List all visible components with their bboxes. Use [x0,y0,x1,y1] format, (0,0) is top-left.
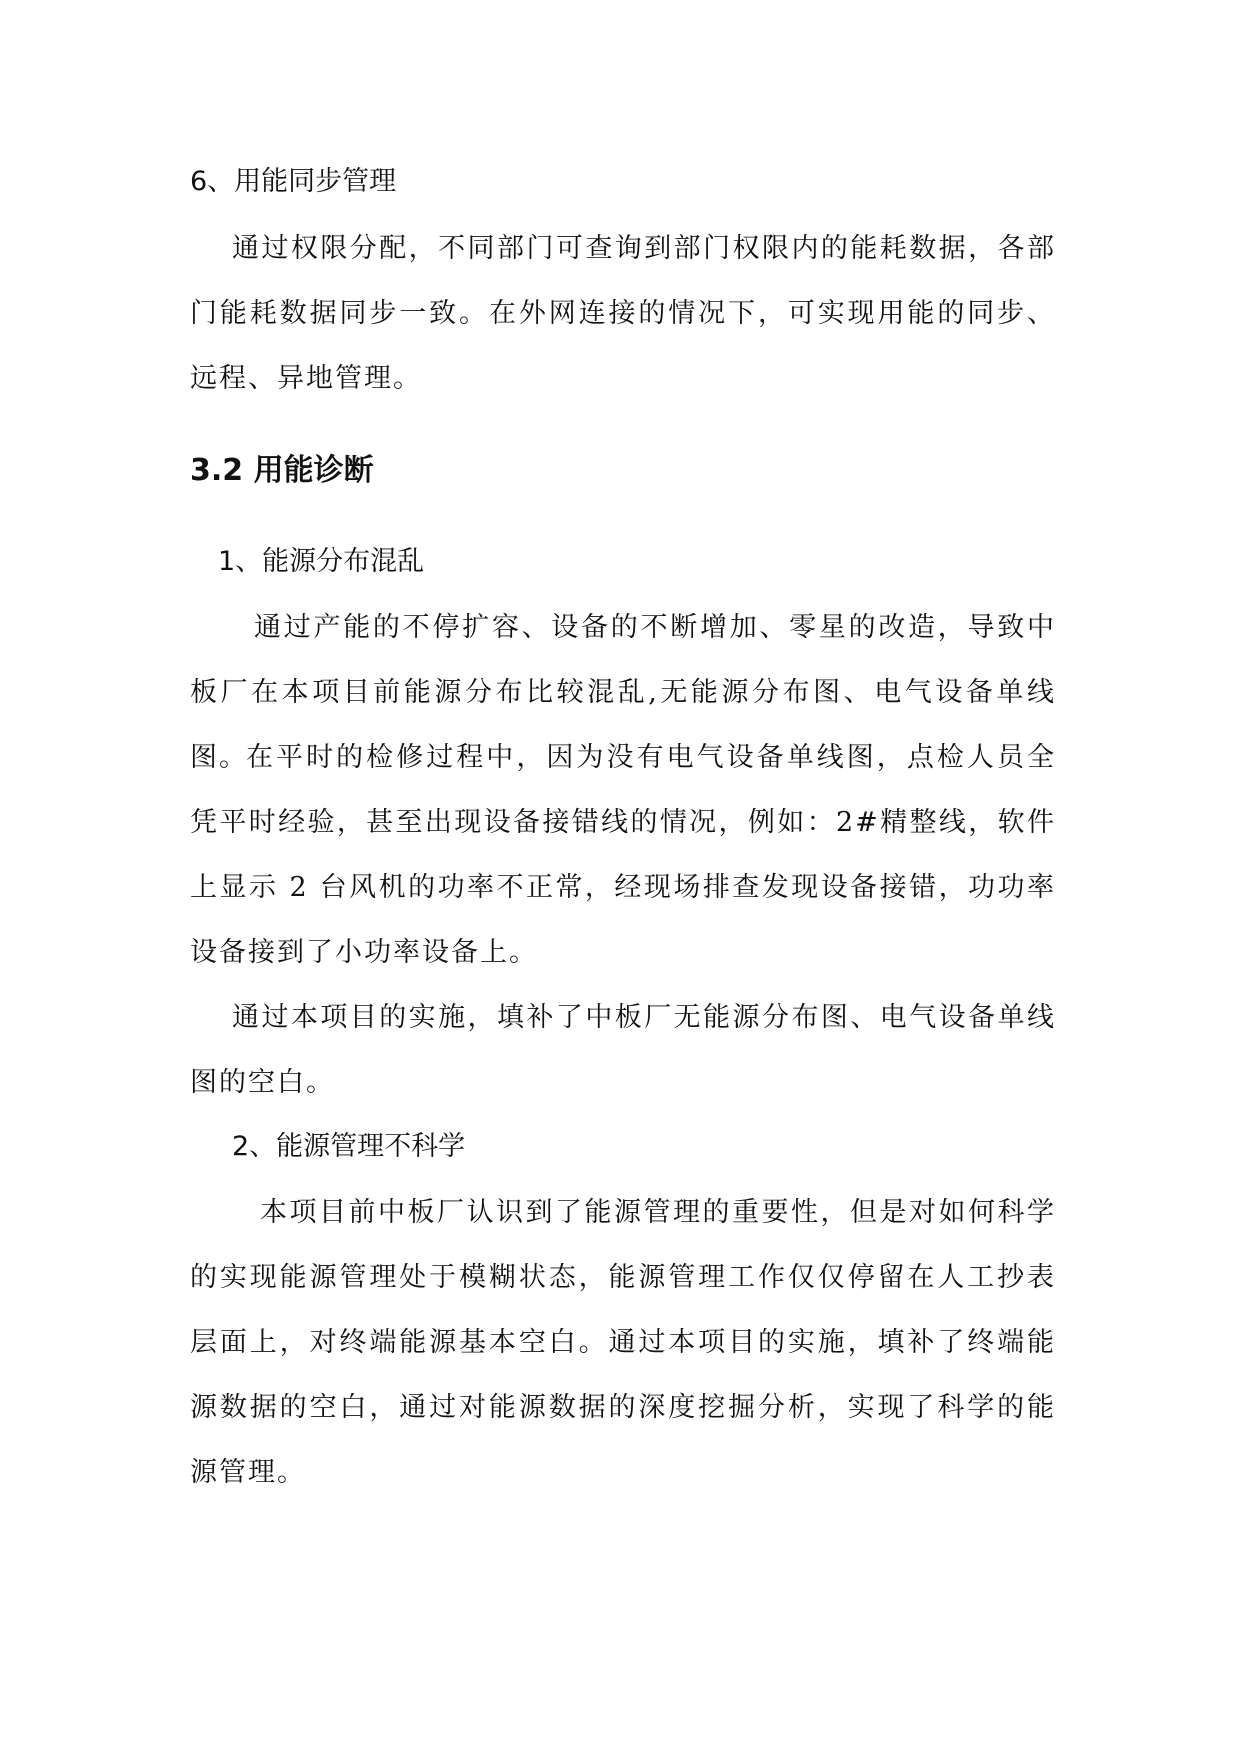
heading-energy-distribution-chaos: 1、能源分布混乱 [218,546,425,577]
paragraph-energy-sync: 通过权限分配，不同部门可查询到部门权限内的能耗数据，各部门能耗数据同步一致。在外网连接的情况下，可实现用能的同步、远程、异地管理。 [190,233,1056,394]
section-title-energy-diagnosis: 3.2 用能诊断 [190,453,374,488]
paragraph-distribution-3: 通过本项目的实施，填补了中板厂无能源分布图、电气设备单线图的空白。 [190,1002,1056,1098]
paragraph-distribution-2: 在平时的检修过程中，因为没有电气设备单线图，点检人员全凭平时经验，甚至出现设备接错线的情况，例如：2#精整线，软件上显示 2 台风机的功率不正常，经现场排查发现设备接错，功功率设备接到了小功率设备上。 [190,742,1056,968]
paragraph-distribution-1: 通过产能的不停扩容、设备的不断增加、零星的改造，导致中板厂在本项目前能源分布比较混乱,无能源分布图、电气设备单线图。 [190,612,1056,773]
heading-energy-sync-management: 6、用能同步管理 [190,166,397,197]
paragraph-management: 本项目前中板厂认识到了能源管理的重要性，但是对如何科学的实现能源管理处于模糊状态，能源管理工作仅仅停留在人工抄表层面上，对终端能源基本空白。通过本项目的实施，填补了终端能源数据的空白，通过对能源数据的深度挖掘分析，实现了科学的能源管理。 [190,1197,1056,1488]
heading-energy-management-unscientific: 2、能源管理不科学 [232,1131,466,1162]
